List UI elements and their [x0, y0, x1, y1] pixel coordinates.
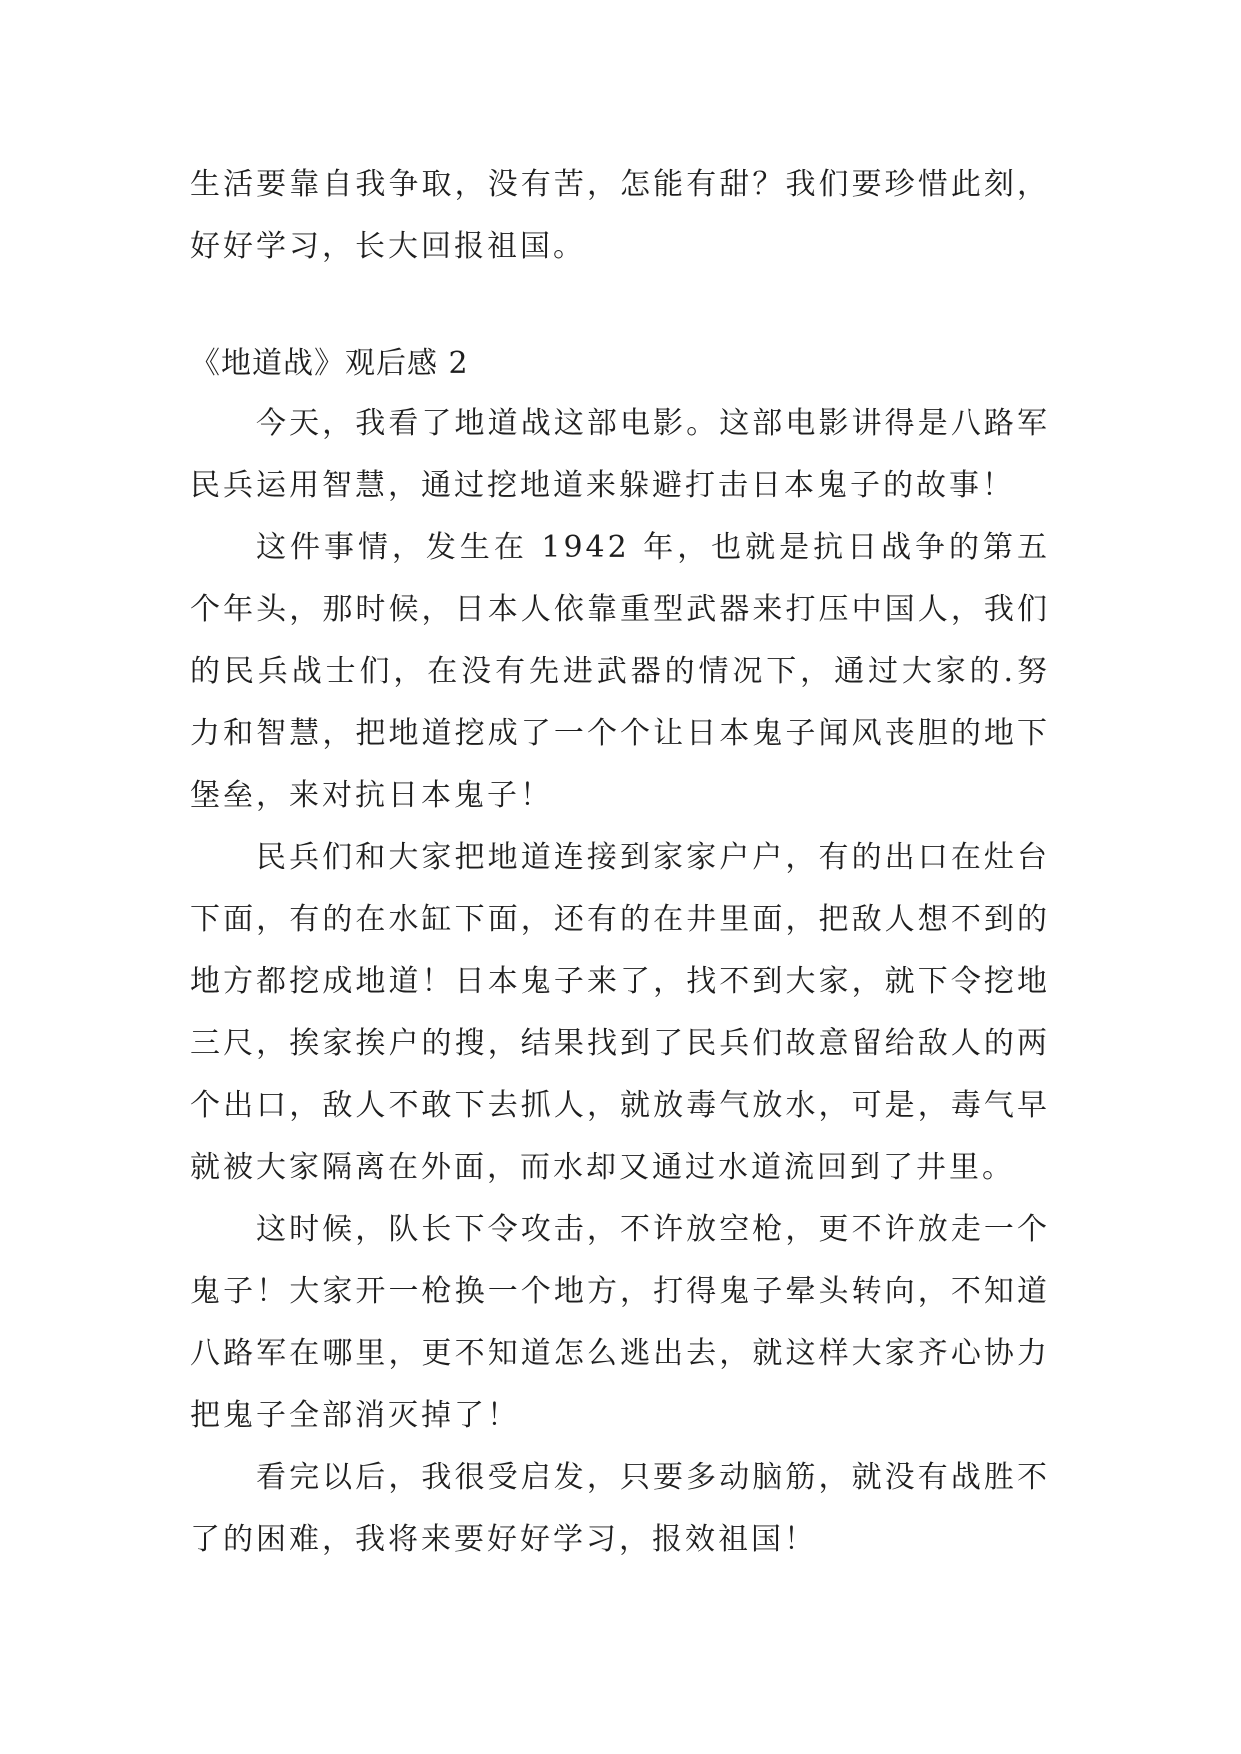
section-title: 《地道战》观后感 2 [190, 346, 469, 381]
essay-paragraph-3: 民兵们和大家把地道连接到家家户户，有的出口在灶台下面，有的在水缸下面，还有的在井里面，把敌人想不到的地方都挖成地道！日本鬼子来了，找不到大家，就下令挖地三尺，挨家挨户的搜，结果找到了民兵们故意留给敌人的两个出口，敌人不敢下去抓人，就放毒气放水，可是，毒气早就被大家隔离在外面，而水却又通过水道流回到了井里。 [190, 840, 1050, 1185]
essay-paragraph-4: 这时候，队长下令攻击，不许放空枪，更不许放走一个鬼子！大家开一枪换一个地方，打得鬼子晕头转向，不知道八路军在哪里，更不知道怎么逃出去，就这样大家齐心协力把鬼子全部消灭掉了！ [190, 1212, 1050, 1433]
intro-paragraph: 生活要靠自我争取，没有苦，怎能有甜？我们要珍惜此刻，好好学习，长大回报祖国。 [190, 167, 1050, 264]
essay-paragraph-1: 今天，我看了地道战这部电影。这部电影讲得是八路军民兵运用智慧，通过挖地道来躲避打击日本鬼子的故事！ [190, 406, 1050, 503]
essay-paragraph-5: 看完以后，我很受启发，只要多动脑筋，就没有战胜不了的困难，我将来要好好学习，报效祖国！ [190, 1460, 1050, 1557]
essay-body [190, 393, 1050, 1571]
essay-paragraph-2: 这件事情，发生在 1942 年，也就是抗日战争的第五个年头，那时候，日本人依靠重型武器来打压中国人，我们的民兵战士们，在没有先进武器的情况下，通过大家的.努力和智慧，把地道挖成了一个个让日本鬼子闻风丧胆的地下堡垒，来对抗日本鬼子！ [190, 530, 1050, 813]
